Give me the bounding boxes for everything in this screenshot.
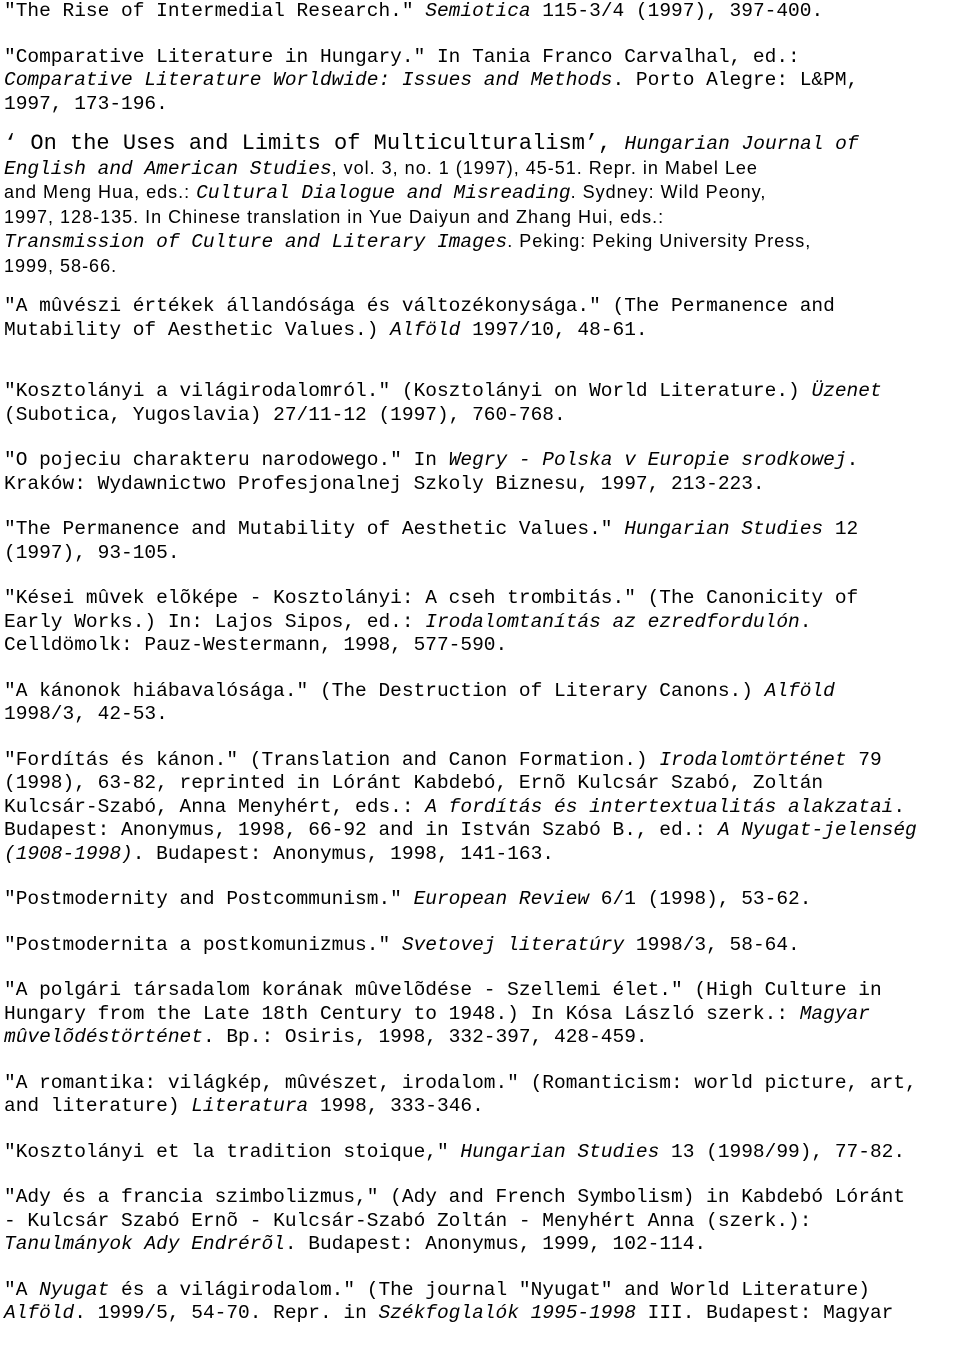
bib-text: 79 [846, 748, 882, 771]
bib-title-text: Comparative Literature Worldwide: Issues and Methods [4, 69, 613, 91]
bib-text: és a világirodalom." (The journal "Nyugat" and World Literature) [109, 1278, 870, 1301]
bib-line [4, 1095, 956, 1119]
bib-line [4, 634, 956, 658]
bib-text: "A kánonok hiábavalósága." (The Destruction of Literary Canons.) [4, 679, 765, 702]
bib-line [4, 0, 956, 24]
bib-title-text: Semiotica [425, 0, 531, 22]
bib-line [4, 888, 956, 912]
bib-text: "The Rise of Intermedial Research." [4, 0, 426, 22]
bib-text: (1997), 93-105. [4, 541, 180, 564]
bib-text: . [893, 795, 906, 818]
bib-entry [4, 979, 956, 1050]
bib-text: - Kulcsár Szabó Ernõ - Kulcsár-Szabó Zoltán - Menyhért Anna (szerk.): [4, 1209, 812, 1232]
bib-line [4, 703, 956, 727]
bib-line [4, 1003, 956, 1027]
bib-line [4, 1026, 956, 1050]
bib-line [4, 319, 956, 343]
bib-text: "The Permanence and Mutability of Aesthetic Values." [4, 518, 625, 540]
bib-text: "A [4, 1278, 40, 1301]
bib-text: (1998), 63-82, reprinted in Lóránt Kabdebó, Ernõ Kulcsár Szabó, Zoltán [4, 772, 824, 794]
bibliography-page [4, 0, 956, 1326]
bib-line [4, 473, 956, 497]
bib-text: "A mûvészi értékek állandósága és változékonysága." (The Permanence and [4, 295, 835, 317]
bib-line [4, 772, 956, 796]
bib-title-text: Székfoglalók 1995-1998 [378, 1302, 636, 1324]
bib-text: 1997, 128-135. [4, 206, 146, 227]
bib-line [4, 1141, 956, 1165]
bib-title-text: Literatura [191, 1095, 309, 1117]
bib-title-text: Svetovej literatúry [401, 933, 625, 956]
bib-entry [4, 1141, 956, 1165]
bib-text: . Bp.: Osiris, 1998, 332-397, 428-459. [202, 1026, 648, 1048]
bib-line [4, 1186, 956, 1210]
bib-text: In Chinese translation in Yue Daiyun and Zhang Hui, eds.: [145, 206, 665, 227]
bib-text: "Fordítás és kánon." (Translation and Canon Formation.) [4, 748, 660, 771]
bib-title-text: A Nyugat-jelenség [717, 819, 917, 841]
bib-text: "Kosztolányi et la tradition stoique," [4, 1140, 461, 1163]
bib-text: . [799, 610, 812, 633]
bib-text: "A polgári társadalom korának mûvelõdése - Szellemi élet." (High Culture in [4, 979, 882, 1001]
bib-entry [4, 680, 956, 727]
bib-text: and Meng Hua, eds.: [4, 182, 197, 202]
bib-text: 1997, 173-196. [4, 92, 168, 115]
bib-title-text: Alföld [4, 1302, 75, 1324]
bib-line [4, 1072, 956, 1096]
bib-title-text: Hungarian Studies [624, 518, 824, 540]
bib-entry [4, 0, 956, 24]
bib-text: Mutability of Aesthetic Values.) [4, 318, 391, 341]
bib-title-text: Alföld [764, 679, 835, 702]
bib-text: Budapest: Anonymus, 1998, 66-92 and in István Szabó B., ed.: [4, 819, 718, 841]
bib-line [4, 796, 956, 820]
bib-title-text: Hungarian Studies [460, 1140, 660, 1163]
bib-entry [4, 449, 956, 496]
bib-line [4, 46, 956, 70]
bib-text: . Sydney: Wild Peony, [570, 182, 767, 202]
bib-text: , vol. 3, no. 1 (1997), 45-51. [331, 157, 589, 178]
bib-text: "Postmodernity and Postcommunism." [4, 888, 414, 910]
bib-line [4, 1233, 956, 1257]
bib-entry [4, 380, 956, 427]
bib-line [4, 404, 956, 428]
bib-text: "Ady és a francia szimbolizmus," (Ady and French Symbolism) in Kabdebó Lóránt [4, 1186, 906, 1208]
bib-entry [4, 132, 956, 279]
bib-text: "A romantika: világkép, mûvészet, irodalom." (Romanticism: world picture, art, [4, 1071, 917, 1094]
bib-text: . Peking: Peking University Press, [507, 231, 812, 251]
bib-line [4, 542, 956, 566]
bib-entry [4, 1072, 956, 1119]
bib-line [4, 132, 956, 157]
bib-title-text: English and American Studies [4, 157, 332, 180]
bib-text: 6/1 (1998), 53-62. [589, 888, 812, 910]
bib-line [4, 157, 956, 182]
bib-line [4, 230, 956, 255]
bib-entry [4, 1279, 956, 1326]
bib-text: 1998/3, 42-53. [4, 703, 168, 725]
bib-text: Early Works.) In: Lajos Sipos, ed.: [4, 610, 426, 633]
bib-entry [4, 295, 956, 342]
bib-title-text: Tanulmányok Ady Endrérõl [4, 1233, 285, 1255]
bib-title-text: (1908-1998) [4, 842, 133, 865]
bib-title-text: Wegry - Polska v Europie srodkowej [448, 449, 847, 471]
bib-text: "Postmodernita a postkomunizmus." [4, 933, 402, 956]
bib-text: ‘ On the Uses and Limits of Multiculturalism’, [4, 131, 625, 156]
bib-text: 13 (1998/99), 77-82. [659, 1140, 906, 1163]
bib-title-text: Transmission of Culture and Literary Images [4, 231, 508, 253]
bib-line [4, 749, 956, 773]
bib-title-text: Cultural Dialogue and Misreading [196, 182, 571, 204]
bib-line [4, 934, 956, 958]
bib-title-text: Irodalomtörténet [659, 748, 847, 771]
bib-text: . Budapest: Anonymus, 1999, 102-114. [284, 1233, 707, 1255]
bib-line [4, 69, 956, 93]
bib-text: 1999, 58-66. [4, 255, 118, 276]
bib-text: III. Budapest: Magyar [635, 1302, 894, 1324]
bib-line [4, 587, 956, 611]
bib-line [4, 1279, 956, 1303]
bib-line [4, 1302, 956, 1326]
bib-line [4, 93, 956, 117]
bib-text: 12 [823, 518, 859, 540]
bib-title-text: Nyugat [39, 1278, 110, 1301]
bib-text: 1997/10, 48-61. [460, 318, 648, 341]
bib-line [4, 518, 956, 542]
bib-title-text: Magyar [799, 1002, 870, 1025]
bib-entry [4, 888, 956, 912]
bib-text: . [846, 449, 859, 471]
bib-line [4, 680, 956, 704]
bib-text: (Subotica, Yugoslavia) 27/11-12 (1997), 760-768. [4, 403, 566, 426]
bib-title-text: Üzenet [811, 380, 882, 402]
bib-text: Hungary from the Late 18th Century to 1948.) In Kósa László szerk.: [4, 1002, 800, 1025]
bib-text: Repr. in Mabel Lee [588, 157, 758, 178]
bib-text: . Budapest: Anonymus, 1998, 141-163. [132, 842, 555, 865]
bib-text: "Kosztolányi a világirodalomról." (Kosztolányi on World Literature.) [4, 380, 812, 402]
bib-text: Kraków: Wydawnictwo Profesjonalnej Szkoly Biznesu, 1997, 213-223. [4, 472, 765, 495]
bib-entry [4, 934, 956, 958]
bib-text: 1998, 333-346. [308, 1095, 484, 1117]
bib-line [4, 295, 956, 319]
bib-line [4, 819, 956, 843]
bib-title-text: Alföld [390, 318, 461, 341]
bib-text: "Kései mûvek elõképe - Kosztolányi: A cseh trombitás." (The Canonicity of [4, 587, 859, 609]
bib-text: . 1999/5, 54-70. Repr. in [74, 1302, 379, 1324]
bib-title-text: European Review [413, 888, 590, 910]
bib-title-text: mûvelõdéstörténet [4, 1026, 203, 1048]
bib-text: . Porto Alegre: L&PM, [612, 69, 859, 91]
bib-text: "Comparative Literature in Hungary." In Tania Franco Carvalhal, ed.: [4, 45, 800, 68]
bib-line [4, 1210, 956, 1234]
bib-line [4, 979, 956, 1003]
bib-entry [4, 46, 956, 117]
bib-text: Celldömolk: Pauz-Westermann, 1998, 577-590. [4, 634, 508, 656]
bib-line [4, 380, 956, 404]
bib-entry [4, 749, 956, 867]
bib-line [4, 843, 956, 867]
bib-title-text: Hungarian Journal of [624, 133, 859, 155]
bib-text: and literature) [4, 1095, 192, 1117]
bib-entry [4, 518, 956, 565]
bib-entry [4, 1186, 956, 1257]
bib-entry [4, 587, 956, 658]
bib-title-text: A fordítás és intertextualitás alakzatai [425, 795, 894, 818]
bib-title-text: Irodalomtanítás az ezredfordulón [425, 610, 800, 633]
bib-text: 115-3/4 (1997), 397-400. [530, 0, 824, 22]
bib-text: Kulcsár-Szabó, Anna Menyhért, eds.: [4, 795, 426, 818]
bib-text: 1998/3, 58-64. [624, 933, 800, 956]
bib-line [4, 449, 956, 473]
bib-line [4, 611, 956, 635]
bib-line [4, 255, 956, 280]
bib-line [4, 206, 956, 231]
bib-text: "O pojeciu charakteru narodowego." In [4, 449, 449, 471]
bib-line [4, 181, 956, 206]
